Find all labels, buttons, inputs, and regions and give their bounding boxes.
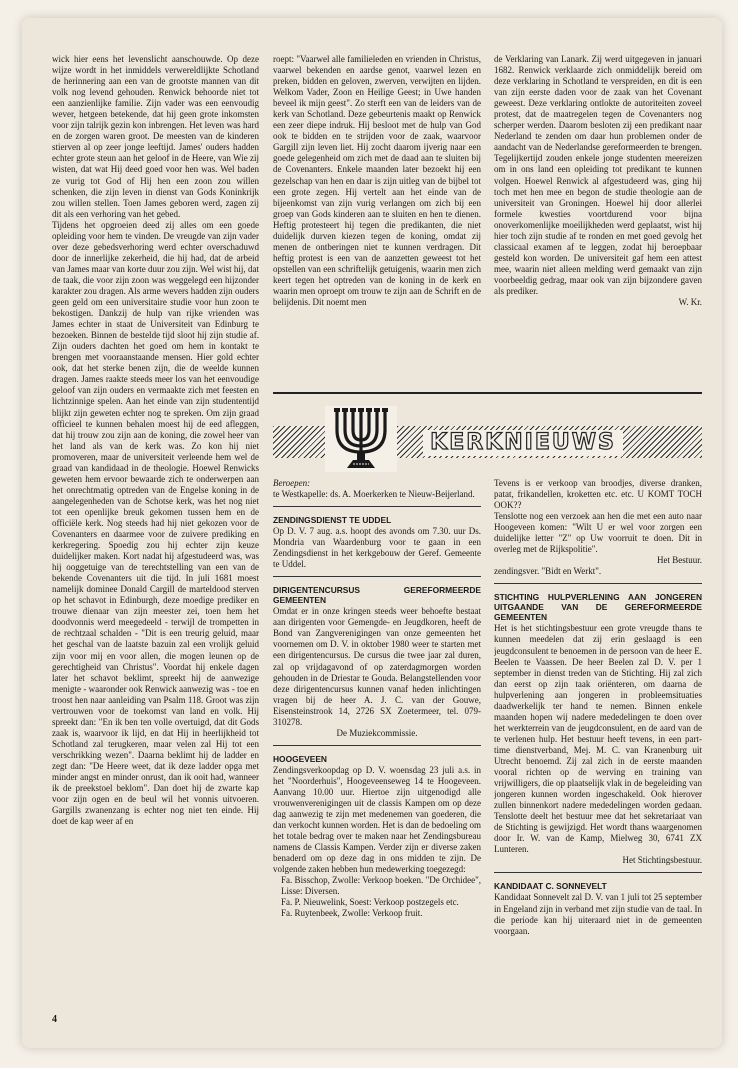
list-item: Fa. P. Nieuwelink, Soest: Verkoop postzegels etc. <box>281 897 459 908</box>
list-item: Fa. Ruytenbeek, Zwolle: Verkoop fruit. <box>281 908 423 919</box>
article-column-2 <box>273 54 481 384</box>
article-paragraph: de Verklaring van Lanark. Zij werd uitgegeven in januari 1682. Renwick verklaarde zich onmiddelijk bereid om deze verklaring in Schotland te verspreiden, en dit is een van zijn eerste daden voor de zaak van het Covenant geweest. Deze verklaring ontlokte de autoriteiten zoveel protest, dat de maatregelen tegen de Covenanters nog scherper werden. Daarom besloten zij een predikant naar Nederland te zenden om daar hun problemen onder de aandacht van de Nederlandse gereformeerden te brengen. Tegelijkertijd zouden enkele jonge studenten meereizen om in ons land een opleiding tot predikant te kunnen volgen. Hoewel Renwick al afgestudeerd was, ging hij toch met hen mee en begon de studie theologie aan de universiteit van Groningen. Hoewel hij door allerlei formele kwesties voortdurend voor bijna onoverkomenlijke moeilijkheden werd geplaatst, wist hij hier toch zijn studie af te ronden en met goed gevolg het classicaal examen af te leggen, zodat hij beroepbaar gesteld kon worden. De universiteit gaf hem een attest mee, waarin niet alleen melding werd gemaakt van zijn voorbeeldig gedrag, maar ook van zijn bijzondere gaven als prediker. <box>494 54 702 296</box>
article-column-3 <box>494 54 702 384</box>
section-rule <box>273 576 481 577</box>
section-text: Kandidaat Sonnevelt zal D. V. van 1 juli tot 25 september in Engeland zijn in verband met zijn studie van de taal. In die periode kan hij uiteraard niet in de gemeenten voorgaan. <box>494 892 702 936</box>
article-paragraph: wick hier eens het levenslicht aanschouwde. Op deze wijze wordt in het inmiddels verwereldlijkte Schotland de herinnering aan een van de grootste mannen van dit volk nog levend gehouden. Renwick behoorde niet tot een aanzienlijke familie. Zijn vader was een eenvoudig wever, hetgeen betekende, dat hij geen grote inkomsten voor zijn talrijk gezin kon inbrengen. Het leven was hard en de zorgen waren groot. De meesten van de kinderen stierven al op zeer jonge leeftijd. James' ouders hadden echter grote steun aan het geloof in de Heere, van Wie zij wisten, dat wat Hij deed goed voor hen was. Wel baden ze vurig tot God of Hij hen een zoon zou willen schenken, die zijn leven in dienst van Gods Koninkrijk zou willen stellen. Toen James geboren werd, zagen zij dit als een verhoring van het gebed. <box>52 54 259 219</box>
list-item: Fa. Bisschop, Zwolle: Verkoop boeken. "De Orchidee", Lisse: Diversen. <box>281 875 481 897</box>
section-divider <box>273 392 702 394</box>
section-text: Tevens is er verkoop van broodjes, diverse dranken, patat, frikandellen, kroketten etc. etc. U KOMT TOCH OOK?? <box>494 478 702 511</box>
page-number: 4 <box>52 1014 57 1025</box>
section-signature: Het Stichtingsbestuur. <box>622 855 702 866</box>
section-heading: DIRIGENTENCURSUS GEREFORMEERDE GEMEENTEN <box>273 585 481 606</box>
section-rule <box>273 745 481 746</box>
section-rule <box>273 506 481 507</box>
section-text: Op D. V. 7 aug. a.s. hoopt des avonds om 7.30. uur Ds. Mondria van Waardenburg voor te gaan in een Zendingsdienst in het kerkgebouw der Geref. Gemeente te Uddel. <box>273 526 481 570</box>
menorah-icon <box>325 406 397 472</box>
section-signature: Het Bestuur. <box>657 555 702 566</box>
section-footer: zendingsver. "Bidt en Werkt". <box>494 566 602 577</box>
kerknieuws-banner <box>273 418 702 466</box>
section-rule <box>494 872 702 873</box>
section-text: Omdat er in onze kringen steeds weer behoefte bestaat aan dirigenten voor Gemengde- en Jeugdkoren, heeft de Bond van Zangverenigingen van onze gemeenten het voornemen om D. V. in oktober 1980 weer te starten met een dirigentencursus. De cursus die twee jaar zal duren, zal op vrijdagavond of op zaterdagmorgen worden gehouden in de Driestar te Gouda. Belangstellenden voor deze dirigentencursus kunnen vanaf heden inlichtingen vragen bij de heer A. J. C. van der Gouwe, Eisensteinstrook 14, 2726 SX Zoetermeer, tel. 079- 310278. <box>273 606 481 727</box>
beroepen-text: te Westkapelle: ds. A. Moerkerken te Nieuw-Beijerland. <box>273 489 475 500</box>
section-heading: HOOGEVEEN <box>273 753 327 764</box>
section-heading: STICHTING HULPVERLENING AAN JONGEREN UITGAANDE VAN DE GEREFORMEERDE GEMEENTEN <box>494 592 702 623</box>
article-column-1 <box>52 54 259 1024</box>
article-paragraph: Tijdens het opgroeien deed zij alles om een goede opleiding voor hem te vinden. De vreugde van zijn vader over deze gebedsverhoring werd echter overschaduwd door de innerlijke zekerheid, die hij had, dat de arbeid van James maar van korte duur zou zijn. Wel wist hij, dat de taak, die voor zijn zoon was weggelegd een hijzonder karakter zou dragen. Als arme wevers hadden zijn ouders geen geld om een universitaire studie voor hun zoon te bekostigen. Dankzij de hulp van rijke vrienden was James echter in staat de Universiteit van Edinburg te bezoeken. Binnen de bestelde tijd sloot hij zijn studie af. Zijn ouders dachten het goed om hem in kontakt te brengen met vooraanstaande mensen. Hier gold echter ook, dat het sterke benen zijn, die de weelde kunnen dragen. James raakte steeds meer los van het eenvoudige geloof van zijn ouders en vermaakte zich met feesten en lichtzinnige spelen. Aan het einde van zijn studententijd blijkt zijn geweten echter nog te spreken. Om zijn graad officieel te kunnen behalen moest hij de eed afleggen, dat hij trouw zou zijn aan de koning, die zowel heer van het land als van de kerk was. Zo kon hij niet promoveren, maar de universiteit verleende hem wel de graad van kandidaad in de theologie. Hoewel Renwicks geweten hem ervoor bewaarde zich te onderwerpen aan het onrechtmatig optreden van de Engelse koning in de aangelegenheden van de Schotse kerk, was het nog niet tot een openlijke breuk gekomen tussen hem en de officiële kerk. Nog steeds had hij niet gekozen voor de Covenanters en daarmee voor de zuivere prediking en kerkregering. Spoedig zou hij echter zijn keuze duidelijker maken. Kort nadat hij afgestudeerd was, was hij ooggetuige van de terechtstelling van een van de bekende Covenanters uit die tijd. In juli 1681 moest namelijk dominee Donald Cargill de marteldood sterven op het schavot in Edinburgh, deze moedige prediker en trouwe dienaar van zijn meester zei, toen hem het doodvonnis werd meegedeeld - terwijl de trompetten in de rechtzaal schalden - "Dit is een treurig geluid, maar het geschal van de laatste bazuin zal een vrolijk geluid zijn voor mij en voor allen, die mogen leunen op de gerechtigheid van Christus". Voordat hij enkele dagen later het schavot beklimt, spreekt hij de aanwezige menigte - waaronder ook Renwick aanwezig was - toe en troost hen naar aanleiding van Psalm 118. Groot was zijn vertrouwen voor de toekomst van land en volk. Hij spreekt dan: "En ik ben ten volle overtuigd, dat dit Gods zaak is, waarvoor ik lijd, en dat Hij in heerlijkheid tot Schotland zal terugkeren, maar velen zal Hij tot een verschrikking wezen". Daarna beklimt hij de ladder en zegt dan: "De Heere weet, dat ik deze ladder opga met minder angst en minder onrust, dan ik ooit had, wanneer ik de preekstoel beklom". Dan doet hij de zwarte kap voor zijn ogen en de beul wil het vonnis uitvoeren. Gargills zwanenzang is echter nog niet ten einde. Hij doet de kap weer af en <box>52 219 259 827</box>
news-column-right <box>494 478 702 1023</box>
section-text: Het is het stichtingsbestuur een grote vreugde thans te kunnen meedelen dat zij erin geslaagd is een jeugdconsulent te benoemen in de persoon van de heer E. Beelen te Vaassen. De heer Beelen zal D. V. per 1 september in dienst treden van de Stichting. Hij zal zich dan eerst op zijn taak oriënteren, om daarna de hulpverlening aan jongeren in probleemsituaties daadwerkelijk ter hand te nemen. Binnen enkele maanden hopen wij nadere mededelingen te doen over het werkterrein van de jeugdconsulent, en de aard van de te verlenen hulp. Het bestuur heeft tevens, in een part-time dienstverband, Mej. M. C. van Kranenburg uit Utrecht benoemd. Zij zal zich in de eerste maanden vooral richten op de werving en training van vrijwilligers, die op plaatselijk vlak in de begeleiding van jongeren kunnen worden ingeschakeld. Ook hierover zullen binnenkort nadere mededelingen worden gedaan. Tenslotte deelt het bestuur mee dat het sekretariaat van de Stichting is gewijzigd. Het wordt thans waargenomen door Ir. W. van de Kamp, Mielweg 30, 6741 ZX Lunteren. <box>494 623 702 855</box>
section-heading: KANDIDAAT C. SONNEVELT <box>494 881 607 892</box>
beroepen-label: Beroepen: <box>273 478 311 488</box>
section-text: Tenslotte nog een verzoek aan hen die met een auto naar Hoogeveen komen: "Wilt U er wel voor zorgen een duidelijke letter "Z" op Uw voorruit te doen. Dit in overleg met de Rijkspolitie". <box>494 511 702 555</box>
article-paragraph: roept: "Vaarwel alle familieleden en vrienden in Christus, vaarwel bekenden en aardse genot, vaarwel lezen en preken, bidden en geloven, zwerven, verwijten en lijden. Welkom Vader, Zoon en Heilige Geest; in Uwe handen beveel ik mijn geest". Zo sterft een van de leiders van de kerk van Schotland. Deze gebeurtenis maakt op Renwick een zeer diepe indruk. Hij besloot met de hulp van God ook te bidden en te strijden voor de zaak, waarvoor Gargill zijn leven liet. Hij zocht daarom ijverig naar een goede gelegenheid om zich met de daad aan te sluiten bij de Covenanters. Enkele maanden later bezoekt hij een gezelschap van hen en daar is zijn uitleg van de bijbel tot een grote zegen. Hij vertelt aan het einde van de bijeenkomst van zijn vurig verlangen om zich bij een groep van Gods kinderen aan te sluiten en hen te dienen. Heftig protesteert hij tegen die predikanten, die niet duidelijk durven kiezen tegen de koning, omdat zij menen de ontberingen niet te kunnen verdragen. Dit heftig protest is een van de aanzetten geweest tot het opstellen van een schriftelijk getuigenis, waarin men zich keert tegen het optreden van de koning in de kerk en waarin men oproept om trouw te zijn aan de Schrift en de belijdenis. Dit noemt men <box>273 54 481 308</box>
section-signature: De Muziekcommissie. <box>336 727 418 738</box>
news-column-left <box>273 478 481 1023</box>
section-heading: ZENDINGSDIENST TE UDDEL <box>273 515 392 526</box>
article-signature: W. Kr. <box>678 297 702 308</box>
banner-title: KERKNIEUWS <box>423 430 623 456</box>
section-rule <box>494 583 702 584</box>
section-text: Zendingsverkoopdag op D. V. woensdag 23 juli a.s. in het "Noorderhuis", Hoogeveenseweg 14 te Hoogeveen. Aanvang 10.00 uur. Hiertoe zijn uitgenodigd alle vrouwenverenigingen uit de classis Kampen om op deze dag aanwezig te zijn met medenemen van goederen, die dan verkocht kunnen worden. Het is dan de bedoeling om het totale bedrag over te maken naar het Zendingsbureau namens de Classis Kampen. Verder zijn er diverse zaken benaderd om op deze dag in ons midden te zijn. De volgende zaken hebben hun medewerking toegezegd: <box>273 764 481 875</box>
